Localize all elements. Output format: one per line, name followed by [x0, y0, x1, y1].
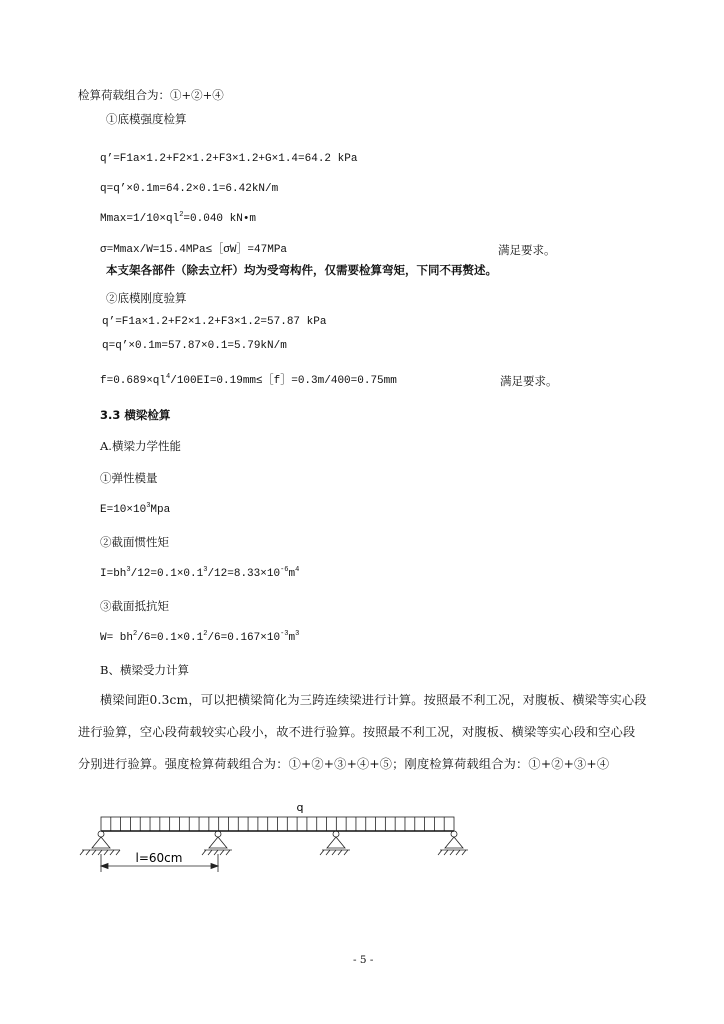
paragraph-line-1: 横梁间距0.3cm，可以把横梁简化为三跨连续梁进行计算。按照最不利工况，对腹板、横梁等实心段: [100, 693, 647, 707]
paragraph-line-2: 进行验算，空心段荷载较实心段小，故不进行验算。按照最不利工况，对腹板、横梁等实心段和空心段: [78, 725, 636, 739]
formula-q-prime-2: q’=F1a×1.2+F2×1.2+F3×1.2=57.87 kPa: [102, 316, 327, 328]
elastic-modulus-label: ①弹性模量: [100, 471, 158, 485]
bold-note: 本支架各部件（除去立杆）均为受弯构件，仅需要检算弯矩，下同不再赘述。: [106, 263, 497, 277]
load-label: q: [296, 801, 304, 814]
heading-b: B、横梁受力计算: [100, 663, 189, 677]
section-heading: 3.3 横梁检算: [100, 408, 171, 422]
page-number: - 5 -: [353, 954, 374, 966]
heading-a: A.横梁力学性能: [100, 439, 181, 453]
span-label: l=60cm: [135, 851, 183, 865]
subheading-bottom-form-stiffness: ②底模刚度验算: [106, 291, 187, 305]
formula-q-prime: q’=F1a×1.2+F2×1.2+F3×1.2+G×1.4=64.2 kPa: [100, 153, 358, 165]
satisfy-note-1: 满足要求。: [498, 243, 556, 257]
formula-deflection: $f=0.689\times ql^4/100EI=0.19mm\le[f]=0.3m/400=0.75mm$: [100, 373, 397, 387]
section-modulus-label: ③截面抵抗矩: [100, 599, 169, 613]
support-pin-2: [202, 831, 232, 855]
satisfy-note-2: 满足要求。: [500, 374, 558, 388]
subheading-bottom-form-strength: ①底模强度检算: [106, 112, 187, 126]
formula-q-2: q=q’×0.1m=57.87×0.1=5.79kN/m: [102, 340, 287, 352]
distributed-load: [101, 817, 454, 831]
continuous-beam-diagram: [70, 790, 480, 885]
paragraph-line-3: 分别进行验算。强度检算荷载组合为：①+②+③+④+⑤；刚度检算荷载组合为：①+②+③+④: [78, 757, 610, 771]
support-pin-3: [320, 831, 350, 855]
support-pin-1: [80, 831, 120, 855]
formula-e: $E=10\times 10^3Mpa$: [100, 502, 171, 516]
formula-w: $W= bh^2/6=0.1\times 0.1^2/6=0.167\times 10^{-3}m^3$: [100, 630, 300, 644]
formula-sigma: σ=Mmax/W=15.4MPa≤［σW］=47MPa: [100, 244, 288, 256]
formula-i: $I=bh^3/12=0.1\times 0.1^3/12=8.33\times 10^{-6}m^4$: [100, 566, 300, 580]
load-combo-title: 检算荷载组合为：①+②+④: [78, 88, 224, 102]
formula-q: q=q’×0.1m=64.2×0.1=6.42kN/m: [100, 183, 279, 195]
inertia-label: ②截面惯性矩: [100, 535, 169, 549]
support-pin-4: [438, 831, 468, 855]
formula-mmax: $Mmax=1/10\times ql^2=0.040$ kN•m: [100, 211, 257, 225]
